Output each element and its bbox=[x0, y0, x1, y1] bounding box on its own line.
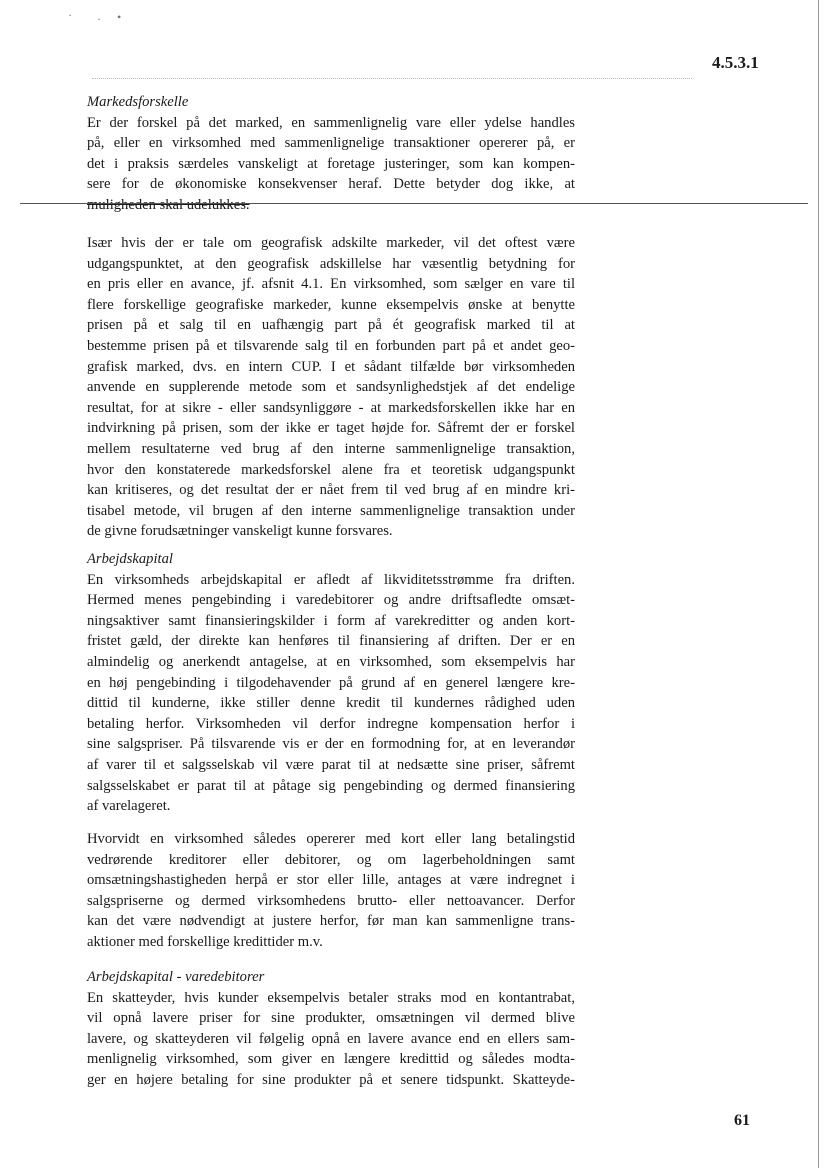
text-line: tisabel metode, vil brugen af den interne sammenlignelige transaktion under bbox=[87, 502, 575, 519]
text-line: bestemme prisen på et tilsvarende salg til en forbunden part på et andet geo- bbox=[87, 337, 575, 354]
section-arbejdskapital-varedebitorer bbox=[87, 967, 575, 1091]
horizontal-rule bbox=[20, 203, 808, 204]
text-line: mellem resultaterne ved brug af den interne sammenlignelige transaktion, bbox=[87, 440, 575, 457]
page-number: 61 bbox=[734, 1112, 750, 1129]
text-line: Især hvis der er tale om geografisk adskilte markeder, vil det oftest være bbox=[87, 235, 575, 251]
text-line: udgangspunktet, at den geografisk adskillelse har væsentlig betydning for bbox=[87, 255, 575, 272]
text-line: En skatteyder, hvis kunder eksempelvis betaler straks mod en kontantrabat, bbox=[87, 989, 575, 1006]
section-paragraph-betalingstid bbox=[87, 829, 575, 953]
text-line: sere for de økonomiske konsekvenser heraf. Dette betyder dog ikke, at bbox=[87, 176, 575, 193]
text-line: af varer til et salgsselskab vil være parat til at nedsætte sine priser, såfremt bbox=[87, 756, 575, 773]
text-line: aktioner med forskellige kredittider m.v. bbox=[87, 933, 323, 950]
section-heading: Markedsforskelle bbox=[87, 94, 189, 110]
text-line: almindelig og anerkendt antagelse, at en virksomhed, som eksempelvis har bbox=[87, 653, 575, 670]
text-line: omsætningshastigheden herpå er stor eller lille, antages at være indregnet i bbox=[87, 872, 575, 889]
text-line: Hvorvidt en virksomhed således opererer med kort eller lang betalingstid bbox=[87, 831, 575, 847]
text-line: på, eller en virksomhed med sammenlignelige transaktioner opererer på, er bbox=[87, 135, 575, 152]
section-number: 4.5.3.1 bbox=[712, 53, 759, 72]
text-line: det i praksis særdeles vanskeligt at foretage justeringer, som kan kompen- bbox=[87, 155, 575, 172]
text-line: anvende en supplerende metode som et sandsynlighedstjek af det endelige bbox=[87, 379, 575, 396]
page-edge bbox=[818, 0, 819, 1168]
text-line: resultat, for at sikre - eller sandsynliggøre - at markedsforskellen ikke har en bbox=[87, 399, 575, 416]
text-line: hvor den konstaterede markedsforskel alene fra et teoretisk udgangspunkt bbox=[87, 461, 575, 478]
text-line: menlignelig virksomhed, som giver en længere kredittid og således modta- bbox=[87, 1051, 575, 1068]
text-line: flere forskellige geografiske markeder, kunne eksempelvis ønske at benytte bbox=[87, 296, 575, 313]
scan-speck: · bbox=[97, 12, 101, 26]
header-rule bbox=[92, 78, 692, 79]
text-line: lavere, og skatteyderen vil følgelig opnå en lavere avance end en ellers sam- bbox=[87, 1030, 575, 1047]
text-line: grafisk marked, dvs. en intern CUP. I et sådant tilfælde bør virksomheden bbox=[87, 358, 575, 375]
section-markedsforskelle bbox=[87, 92, 575, 216]
text-line: vil opnå lavere priser for sine produkter, omsætningen vil dermed blive bbox=[87, 1010, 575, 1027]
text-line: salgsselskabet er parat til at påtage sig pengebinding og dermed finansiering bbox=[87, 777, 575, 794]
text-line: vedrørende kreditorer eller debitorer, og om lagerbeholdningen samt bbox=[87, 851, 575, 868]
text-line: prisen på et salg til en uafhængig part på ét geografisk marked til at bbox=[87, 317, 575, 334]
section-paragraph-geografisk bbox=[87, 233, 575, 542]
text-line: ger en højere betaling for sine produkter på et senere tidspunkt. Skatteyde- bbox=[87, 1071, 575, 1088]
text-line: en pris eller en avance, jf. afsnit 4.1. En virksomhed, som sælger en vare til bbox=[87, 276, 575, 293]
scan-speck: · bbox=[68, 8, 72, 22]
text-line: En virksomheds arbejdskapital er afledt af likviditetsstrømme fra driften. bbox=[87, 571, 575, 588]
text-line: kan kritiseres, og det resultat der er nået frem til ved brug af en mindre kri- bbox=[87, 482, 575, 499]
text-line: kan det være nødvendigt at justere herfor, før man kan sammenligne trans- bbox=[87, 913, 575, 930]
text-line: indvirkning på prisen, som der ikke er taget højde for. Såfremt der er forskel bbox=[87, 420, 575, 437]
text-line: sine salgspriser. På tilsvarende vis er der en formodning for, at en leverandør bbox=[87, 736, 575, 753]
text-line: ningsaktiver samt finansieringskilder i form af varekreditter og anden kort- bbox=[87, 612, 575, 629]
section-arbejdskapital bbox=[87, 549, 575, 817]
text-line: Er der forskel på det marked, en sammenlignelig vare eller ydelse handles bbox=[87, 114, 575, 131]
text-line: dittid til kunderne, ikke stiller denne kredit til kundernes rådighed uden bbox=[87, 695, 575, 712]
text-line: muligheden skal udelukkes. bbox=[87, 196, 250, 213]
section-heading: Arbejdskapital bbox=[87, 551, 173, 567]
text-line: Hermed menes pengebinding i varedebitorer og andre driftsafledte omsæt- bbox=[87, 592, 575, 609]
scan-speck: • bbox=[117, 10, 122, 24]
section-heading: Arbejdskapital - varedebitorer bbox=[87, 969, 265, 985]
text-line: af varelageret. bbox=[87, 798, 171, 815]
text-line: salgspriserne og dermed virksomhedens brutto- eller nettoavancer. Derfor bbox=[87, 892, 575, 909]
text-line: betaling herfor. Virksomheden vil derfor indregne kompensation herfor i bbox=[87, 715, 575, 732]
text-line: de givne forudsætninger vanskeligt kunne forsvares. bbox=[87, 523, 393, 540]
text-line: en høj pengebinding i tilgodehavender på grund af en generel længere kre- bbox=[87, 674, 575, 691]
text-line: fristet gæld, der direkte kan henføres til finansiering af driften. Der er en bbox=[87, 633, 575, 650]
